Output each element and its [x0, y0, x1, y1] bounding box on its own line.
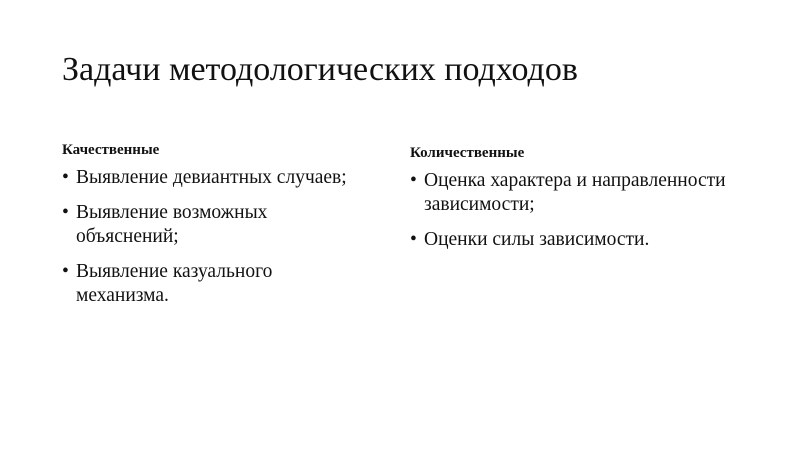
- quantitative-column: [410, 143, 750, 263]
- bullet-icon: •: [62, 261, 69, 282]
- list-item-text: Выявление возможных объяснений;: [76, 202, 268, 247]
- list-item: [62, 166, 362, 190]
- quantitative-list: [410, 169, 750, 252]
- list-item: [62, 201, 362, 249]
- list-item: [62, 260, 362, 308]
- bullet-icon: •: [62, 202, 69, 223]
- bullet-icon: •: [410, 229, 417, 250]
- qualitative-column: [62, 140, 362, 319]
- bullet-icon: •: [410, 170, 417, 191]
- slide-title: Задачи методологических подходов: [62, 51, 578, 88]
- qualitative-heading: Качественные: [62, 142, 160, 158]
- list-item-text: Выявление девиантных случаев;: [76, 167, 347, 188]
- list-item-text: Оценки силы зависимости.: [424, 229, 650, 250]
- list-item-text: Выявление казуального механизма.: [76, 261, 273, 306]
- bullet-icon: •: [62, 167, 69, 188]
- list-item-text: Оценка характера и направленности зависимости;: [424, 170, 726, 215]
- qualitative-list: [62, 166, 362, 308]
- list-item: [410, 169, 750, 217]
- list-item: [410, 228, 750, 252]
- quantitative-heading: Количественные: [410, 145, 525, 161]
